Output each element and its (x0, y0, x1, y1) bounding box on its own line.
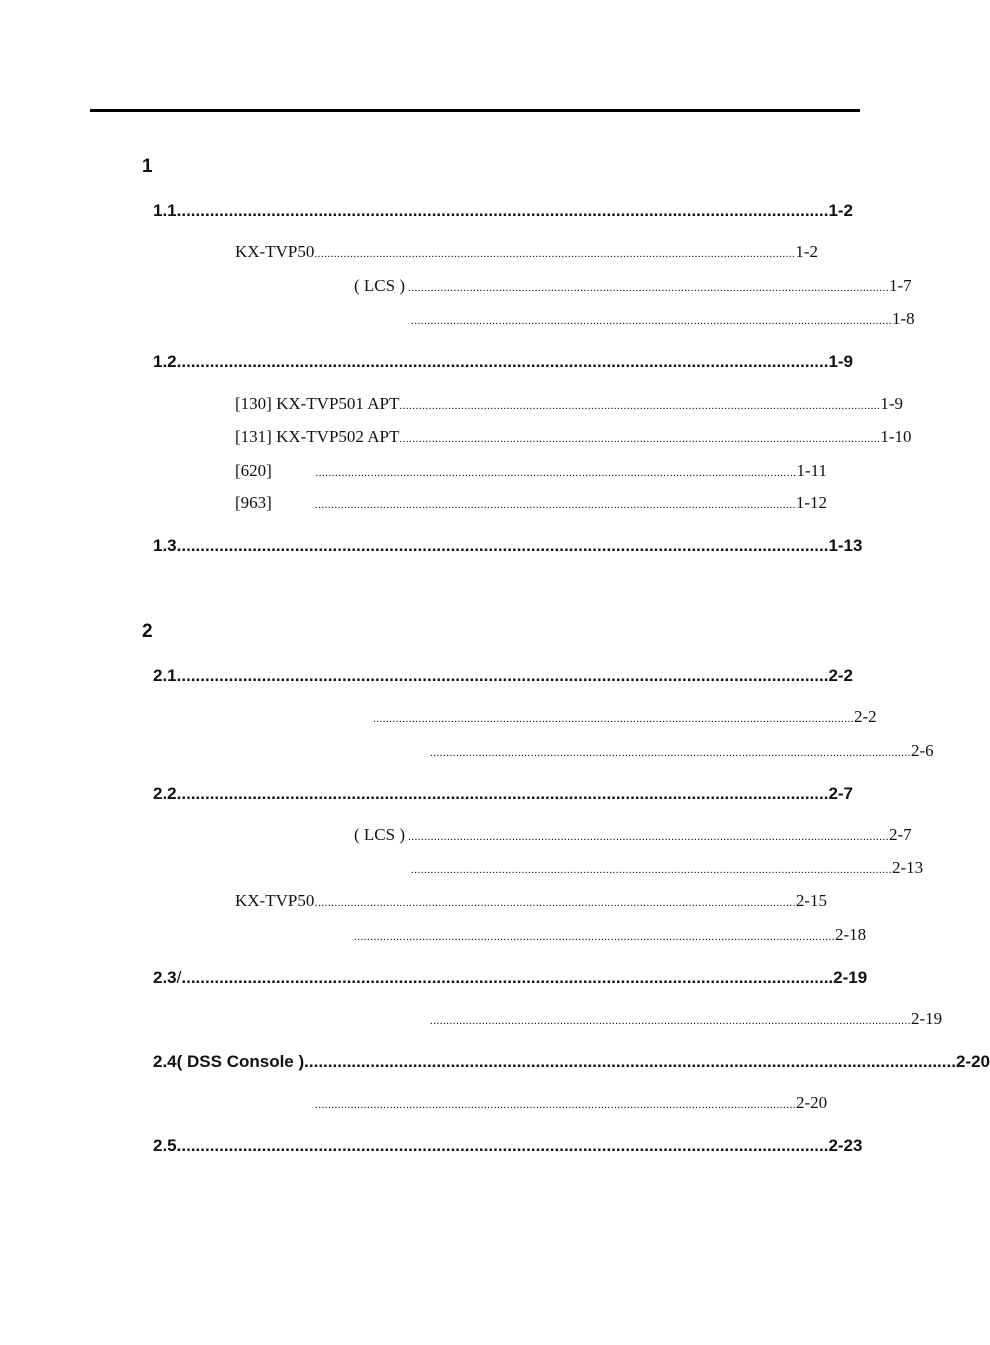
toc-section-row[interactable] (153, 784, 854, 804)
entry-page: 2-2 (854, 707, 877, 726)
dot-leader: .................................................................................................................................................... (430, 1015, 911, 1027)
toc-entry-row[interactable] (235, 493, 827, 513)
entry-page: 1-7 (889, 276, 912, 295)
toc-section-row[interactable] (153, 201, 854, 221)
section-number: 1.1 (153, 201, 177, 220)
dot-leader: .......................................................................................................................................... (176, 1136, 829, 1155)
dot-leader: .......................................................................................................................................... (176, 201, 829, 220)
entry-page: 2-18 (835, 925, 867, 944)
entry-text-secondary: 1 APT (355, 394, 400, 413)
entry-page: 2-15 (795, 891, 827, 910)
section-page: 2-7 (828, 784, 854, 803)
toc-entry-row[interactable] (235, 242, 817, 262)
entry-page: 1-10 (880, 427, 912, 446)
section-number: 2.2 (153, 784, 177, 803)
dot-leader: .......................................................................................................................................... (181, 968, 834, 987)
entry-page: 2-20 (796, 1093, 828, 1112)
entry-page: 2-7 (889, 825, 912, 844)
dot-leader: .................................................................................................................................................... (411, 315, 892, 327)
toc-entry-row[interactable] (430, 741, 934, 761)
toc-entry-row[interactable] (235, 427, 912, 447)
entry-text: KX-TVP50 (235, 891, 315, 910)
entry-text: [620] (235, 461, 272, 480)
section-page: 2-23 (828, 1136, 863, 1155)
section-number: 2.4 (153, 1052, 177, 1071)
section-title: ( DSS Console ) (176, 1052, 305, 1071)
dot-leader: .................................................................................................................................................... (430, 747, 911, 759)
chapter-number: 1 (142, 156, 153, 177)
section-number: 2.5 (153, 1136, 177, 1155)
toc-entry-row[interactable] (235, 394, 904, 414)
section-title: / (176, 968, 182, 987)
entry-page: 1-11 (796, 461, 827, 480)
toc-entry-row[interactable] (430, 1009, 943, 1029)
section-number: 2.3 (153, 968, 177, 987)
entry-page: 2-13 (892, 858, 924, 877)
section-page: 1-13 (828, 536, 863, 555)
entry-text: ( LCS ) (354, 825, 405, 844)
entry-page: 1-12 (795, 493, 827, 512)
dot-leader: .................................................................................................................................................... (408, 831, 889, 843)
toc-entry-row[interactable] (354, 825, 912, 845)
dot-leader: .................................................................................................................................................... (314, 897, 796, 909)
entry-page: 1-2 (795, 242, 819, 261)
section-number: 1.2 (153, 352, 177, 371)
dot-leader: .................................................................................................................................................... (399, 400, 881, 412)
dot-leader: .................................................................................................................................................... (314, 499, 796, 511)
toc-section-row[interactable] (153, 536, 863, 556)
toc-entry-row[interactable] (354, 925, 867, 945)
section-number: 1.3 (153, 536, 177, 555)
toc-section-row[interactable] (153, 1052, 990, 1072)
dot-leader: .................................................................................................................................................... (315, 467, 797, 479)
dot-leader: .................................................................................................................................................... (314, 248, 796, 260)
dot-leader: .................................................................................................................................................... (399, 433, 881, 445)
section-number: 2.1 (153, 666, 177, 685)
entry-page: 1-9 (880, 394, 904, 413)
dot-leader: .................................................................................................................................................... (411, 864, 892, 876)
section-page: 2-2 (828, 666, 854, 685)
entry-text: [130] KX-TVP50 (235, 394, 356, 413)
entry-page: 2-6 (911, 741, 934, 760)
toc-entry-row[interactable] (373, 707, 877, 727)
entry-page: 2-19 (911, 1009, 943, 1028)
entry-text: [963] (235, 493, 272, 512)
toc-section-row[interactable] (153, 352, 854, 372)
toc-entry-row[interactable] (315, 1093, 827, 1113)
dot-leader: .......................................................................................................................................... (304, 1052, 956, 1071)
dot-leader: .......................................................................................................................................... (176, 352, 829, 371)
dot-leader: .................................................................................................................................................... (373, 713, 854, 725)
section-page: 2-20 (955, 1052, 990, 1071)
toc-entry-row[interactable] (235, 891, 827, 911)
toc-entry-row[interactable] (235, 461, 827, 481)
toc-entry-row[interactable] (411, 858, 924, 878)
dot-leader: .................................................................................................................................................... (408, 282, 889, 294)
toc-entry-row[interactable] (354, 276, 912, 296)
toc-section-row[interactable] (153, 1136, 863, 1156)
dot-leader: .................................................................................................................................................... (354, 931, 835, 943)
chapter-number: 2 (142, 621, 153, 642)
header-rule (90, 109, 860, 112)
section-page: 1-9 (828, 352, 854, 371)
dot-leader: .......................................................................................................................................... (176, 536, 829, 555)
section-page: 1-2 (828, 201, 854, 220)
dot-leader: .................................................................................................................................................... (315, 1099, 796, 1111)
entry-page: 1-8 (892, 309, 915, 328)
entry-text: KX-TVP50 (235, 242, 315, 261)
entry-text: ( LCS ) (354, 276, 405, 295)
entry-text-secondary: 2 APT (355, 427, 400, 446)
section-page: 2-19 (833, 968, 868, 987)
toc-entry-row[interactable] (411, 309, 915, 329)
toc-section-row[interactable] (153, 666, 854, 686)
dot-leader: .......................................................................................................................................... (176, 784, 829, 803)
toc-section-row[interactable] (153, 968, 868, 988)
entry-text: [131] KX-TVP50 (235, 427, 356, 446)
dot-leader: .......................................................................................................................................... (176, 666, 829, 685)
